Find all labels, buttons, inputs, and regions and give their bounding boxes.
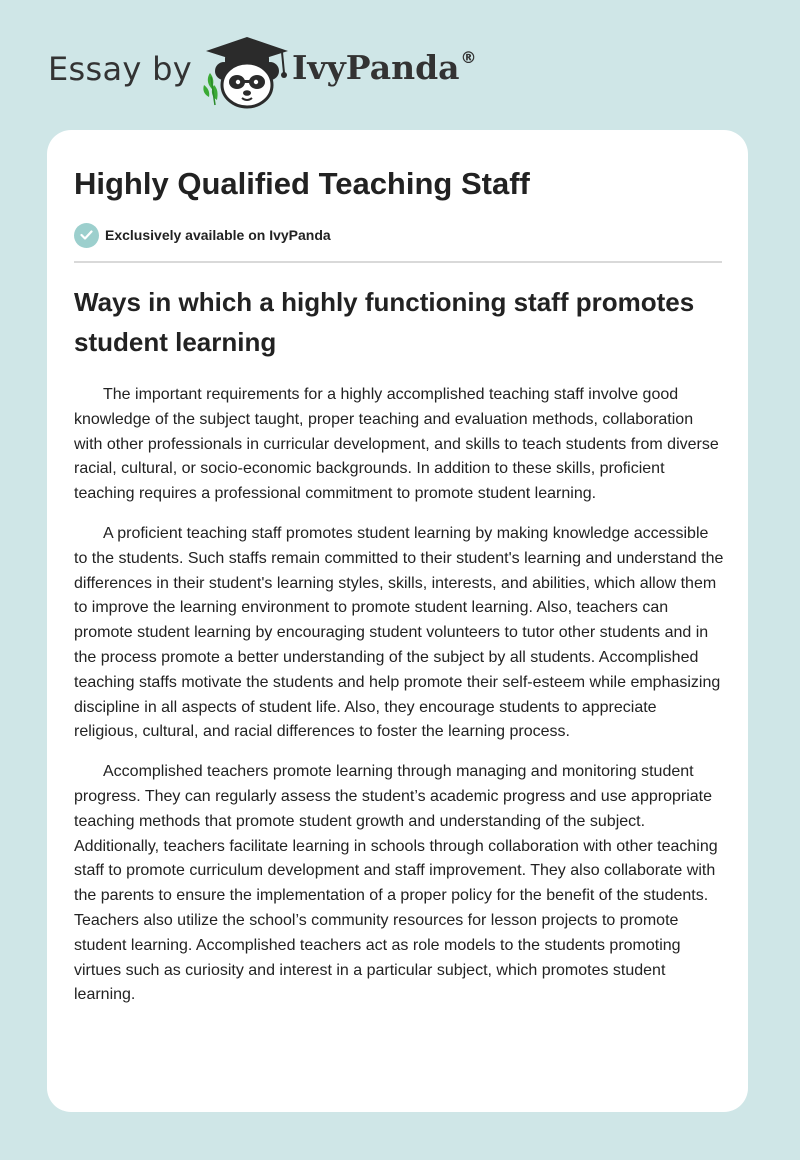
page-title: Highly Qualified Teaching Staff [74,166,530,201]
brand-name[interactable] [292,48,477,87]
article-body [74,383,724,1023]
article-card [47,130,748,1112]
paragraph: The important requirements for a highly accomplished teaching staff involve good knowledge of the subject taught, proper teaching and evaluation methods, collaboration with other professionals in curricular development, and skills to teach students from diverse racial, cultural, or socio-economic backgrounds. In addition to these skills, proficient teaching requires a professional commitment to promote student learning. [74,386,719,503]
registered-mark: ® [460,48,477,67]
essay-by-label: Essay by [48,50,192,88]
exclusive-label: Exclusively available on IvyPanda [105,227,331,243]
brand-text: IvyPanda [292,48,460,87]
divider [74,261,722,263]
site-header [0,0,800,130]
paragraph: A proficient teaching staff promotes student learning by making knowledge accessible to the students. Such staffs remain committed to their student's learning and understand the differences in their student's learning styles, skills, interests, and abilities, which allow them to improve the learning environment to promote student learning. Also, teachers can promote student learning by encouraging student volunteers to tutor other students and in the process promote a better understanding of the subject by all students. Accomplished teaching staffs motivate the students and help promote their self-esteem while emphasizing discipline in all aspects of student life. Also, they encourage students to appreciate religious, cultural, and racial differences to foster the learning process. [74,524,724,741]
check-circle-icon [74,223,99,248]
paragraph: Accomplished teachers promote learning through managing and monitoring student progress. They can regularly assess the student’s academic progress and use appropriate teaching methods that promote student growth and understanding of the subject. Additionally, teachers facilitate learning in schools through collaboration with other teaching staff to promote curriculum development and staff improvement. They also collaborate with the parents to ensure the implementation of a proper policy for the benefit of the students. Teachers also utilize the school’s community resources for lesson projects to promote student learning. Accomplished teachers act as role models to the students promoting virtues such as curiosity and interest in a particular subject, which promotes student learning. [74,763,718,1004]
section-heading: Ways in which a highly functioning staff promotes student learning [74,287,695,357]
panda-graduate-logo-icon[interactable] [200,33,295,111]
exclusive-badge [74,222,331,248]
